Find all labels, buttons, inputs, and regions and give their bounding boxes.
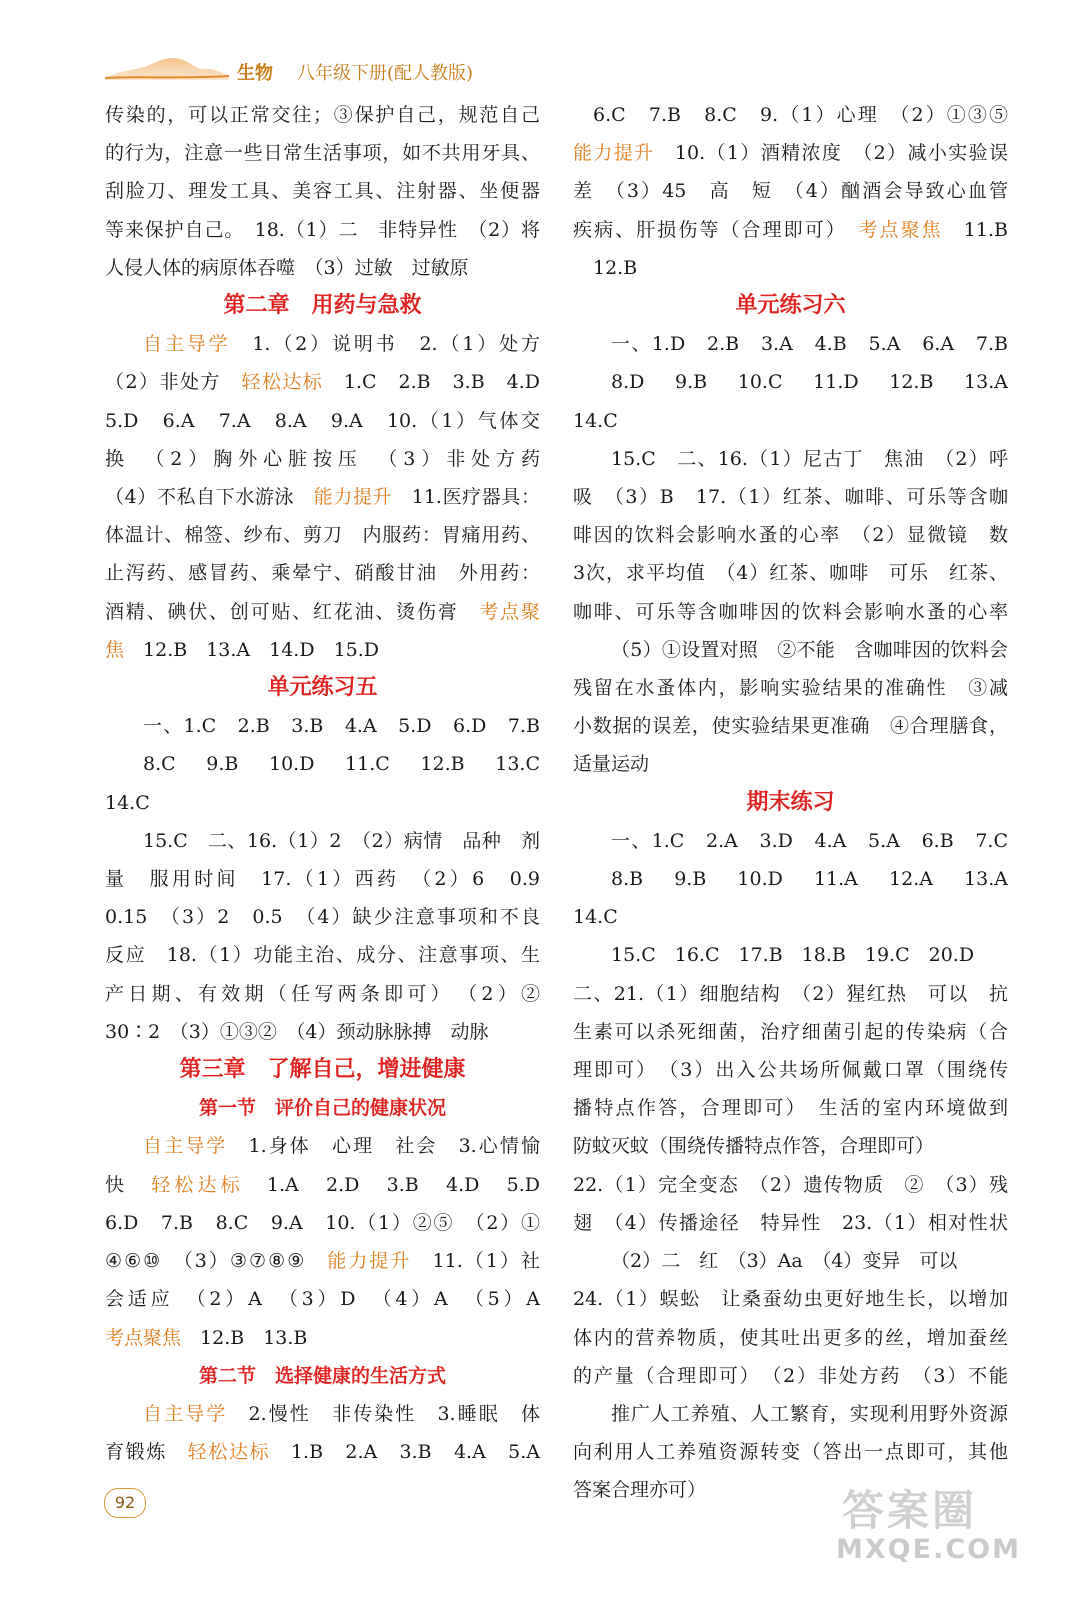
answer-text: 咖啡、可乐等含咖啡因的饮料会影响水蚤的心率	[573, 600, 1008, 623]
answer-line	[105, 1204, 540, 1242]
answer-line	[573, 1204, 1008, 1242]
answer-line	[105, 631, 540, 669]
answer-text: 1.C 2.B 3.B 4.D	[323, 371, 540, 394]
answer-text: 12.B 13.B	[181, 1326, 308, 1349]
answer-line	[105, 745, 560, 821]
answer-text: 疾病、肝损伤等（合理即可）	[573, 218, 859, 241]
section-tag: 轻松达标	[241, 371, 324, 394]
answer-line	[105, 325, 540, 363]
answer-text: 11.医疗器具：	[392, 486, 540, 509]
answer-text: 6.D 7.B 8.C 9.A 10.（1）②⑤ （2）①	[105, 1211, 540, 1234]
answer-line	[105, 440, 540, 478]
answer-line	[105, 707, 540, 745]
answer-text: 育锻炼	[105, 1441, 188, 1464]
answer-line	[105, 1166, 540, 1204]
answer-line	[105, 1395, 540, 1433]
answer-line	[105, 211, 540, 249]
section-tag: 能力提升	[573, 142, 655, 165]
answer-text: 15.C 二、16.（1）2 （2）病情 品种 剂	[143, 829, 540, 852]
section-heading: 第二节 选择健康的生活方式	[198, 1364, 446, 1387]
mountain-decoration-icon	[105, 52, 230, 88]
answer-text: 等来保护自己。 18.（1）二 非特异性 （2）将	[105, 218, 540, 241]
answer-text: 小数据的误差，使实验结果更准确 ④合理膳食，	[573, 715, 1008, 738]
answer-text: 0.15 （3）2 0.5 （4）缺少注意事项和不良	[105, 906, 540, 929]
answer-line	[573, 1089, 1008, 1127]
answer-text: 的产量（合理即可） （2）非处方药 （3）不能	[573, 1364, 1008, 1387]
answer-line	[105, 249, 540, 287]
answer-line	[105, 1319, 540, 1357]
answer-line	[573, 822, 1008, 860]
answer-line	[573, 1166, 1008, 1204]
section-tag: 自主导学	[143, 1402, 228, 1425]
answer-text: 快	[105, 1173, 152, 1196]
answer-line	[573, 172, 1008, 210]
answer-line	[573, 707, 1008, 745]
answer-line	[573, 1013, 1008, 1051]
answer-line	[105, 516, 540, 554]
answer-text: 换 （2）胸外心脏按压 （3）非处方药	[105, 447, 540, 470]
answer-line	[105, 96, 540, 134]
answer-text: 10.（1）酒精浓度 （2）减小实验误	[654, 142, 1008, 165]
answer-line	[105, 1127, 540, 1165]
answer-text: 12.B	[593, 256, 638, 279]
section-tag: 考点聚	[479, 600, 540, 623]
answer-text: 啡因的饮料会影响水蚤的心率 （2）显微镜 数	[573, 524, 1008, 547]
answer-line	[573, 975, 1008, 1013]
answer-line	[105, 402, 540, 440]
header-subject: 生物	[237, 63, 273, 84]
page-header	[105, 52, 525, 92]
section-tag: 轻松达标	[187, 1441, 271, 1464]
answer-line	[573, 1433, 1008, 1471]
answer-text: 人侵人体的病原体吞噬 （3）过敏 过敏原	[105, 256, 469, 279]
answer-text: 11.B	[942, 218, 1008, 241]
answer-text: 残留在水蚤体内，影响实验结果的准确性 ③减	[573, 677, 1008, 700]
answer-text: 24.（1）蜈蚣 让桑蚕幼虫更好地生长，以增加	[573, 1288, 1008, 1311]
answer-text: 会适应 （2）A （3）D （4）A （5）A	[105, 1288, 540, 1311]
answer-text: 22.（1）完全变态 （2）遗传物质 ② （3）残	[573, 1173, 1008, 1196]
answer-line	[105, 1280, 540, 1318]
answer-line	[105, 1242, 540, 1280]
answer-text: 一、1.C 2.A 3.D 4.A 5.A 6.B 7.C	[611, 829, 1008, 852]
answer-text: 适量运动	[573, 753, 650, 776]
answer-text: 量 服用时间 17.（1）西药 （2）6 0.9	[105, 868, 540, 891]
answer-line	[573, 669, 1008, 707]
answer-text: 反应 18.（1）功能主治、成分、注意事项、生	[105, 944, 540, 967]
answer-text: 生素可以杀死细菌，治疗细菌引起的传染病（合	[573, 1020, 1008, 1043]
answer-line	[573, 249, 1008, 287]
answer-line	[105, 593, 540, 631]
answer-line	[105, 134, 540, 172]
answer-text: 一、1.C 2.B 3.B 4.A 5.D 6.D 7.B	[143, 715, 540, 738]
answer-line	[573, 1242, 1008, 1280]
answer-line	[573, 1395, 1008, 1433]
answer-line	[573, 1319, 1008, 1357]
answer-line	[105, 554, 540, 592]
answer-text: 答案合理亦可）	[573, 1479, 707, 1502]
answer-line	[105, 936, 540, 974]
chapter-heading: 单元练习五	[267, 675, 378, 701]
answer-text: 差 （3）45 高 短 （4）酗酒会导致心血管	[573, 180, 1008, 203]
answer-line	[105, 898, 540, 936]
watermark-url: MXQE.COM	[836, 1534, 1021, 1565]
answer-line	[105, 478, 540, 516]
answer-line	[573, 554, 1008, 592]
answer-line	[573, 440, 1008, 478]
answer-line	[573, 363, 1028, 439]
answer-line	[573, 1051, 1008, 1089]
section-tag: 轻松达标	[151, 1173, 244, 1196]
answer-text: 2.慢性 非传染性 3.睡眠 体	[227, 1402, 540, 1425]
answer-line	[105, 822, 540, 860]
chapter-heading: 第三章 了解自己，增进健康	[179, 1057, 466, 1083]
answer-line	[573, 936, 1008, 974]
answer-line	[105, 363, 540, 401]
answer-line	[573, 478, 1008, 516]
answer-text: 产日期、有效期（任写两条即可） （2）②	[105, 982, 540, 1005]
answer-text: 12.B 13.A 14.D 15.D	[124, 638, 380, 661]
answer-text: 15.C 16.C 17.B 18.B 19.C 20.D	[611, 944, 975, 967]
answer-text: 吸 （3）B 17.（1）红茶、咖啡、可乐等含咖	[573, 486, 1008, 509]
answer-text: 8.D 9.B 10.C 11.D 12.B 13.A 14.C	[573, 371, 1028, 432]
answer-text: （2）非处方	[105, 371, 242, 394]
header-grade: 八年级下册(配人教版)	[297, 63, 474, 84]
answer-text: （5）①设置对照 ②不能 含咖啡因的饮料会	[611, 638, 1008, 661]
answer-text: ④⑥⑩ （3）③⑦⑧⑨	[105, 1250, 328, 1273]
answer-text: 8.B 9.B 10.D 11.A 12.A 13.A 14.C	[573, 868, 1028, 929]
answer-line	[573, 1127, 1008, 1165]
answer-line	[573, 593, 1008, 631]
answer-line	[573, 1280, 1008, 1318]
answer-text: 1.B 2.A 3.B 4.A 5.A	[270, 1441, 540, 1464]
answer-text: 播特点作答，合理即可） 生活的室内环境做到	[573, 1097, 1008, 1120]
watermark-logo: 答案圈	[842, 1486, 978, 1535]
answer-text: 翅 （4）传播途径 特异性 23.（1）相对性状	[573, 1211, 1008, 1234]
section-tag: 考点聚焦	[105, 1326, 182, 1349]
answer-text: 刮脸刀、理发工具、美容工具、注射器、坐便器	[105, 180, 540, 203]
right-column	[573, 96, 1028, 1510]
answer-text: 的行为，注意一些日常生活事项，如不共用牙具、	[105, 142, 540, 165]
answer-text: 理即可） （3）出入公共场所佩戴口罩（围绕传	[573, 1059, 1008, 1082]
answer-text: 15.C 二、16.（1）尼古丁 焦油 （2）呼	[611, 447, 1008, 470]
answer-line	[573, 211, 1008, 249]
section-tag: 能力提升	[313, 486, 393, 509]
answer-line	[105, 1013, 540, 1051]
answer-text: 体温计、棉签、纱布、剪刀 内服药：胃痛用药、	[105, 524, 540, 547]
section-heading: 第一节 评价自己的健康状况	[198, 1097, 446, 1120]
answer-text: 6.C 7.B 8.C 9.（1）心理 （2）①③⑤	[593, 104, 1008, 126]
chapter-heading: 期末练习	[746, 789, 835, 815]
answer-line	[105, 172, 540, 210]
answer-line	[573, 325, 1008, 363]
answer-text: 1.A 2.D 3.B 4.D 5.D	[243, 1173, 540, 1196]
answer-line	[573, 745, 1008, 783]
answer-text: 5.D 6.A 7.A 8.A 9.A 10.（1）气体交	[105, 409, 540, 432]
answer-text: 30∶2 （3）①③② （4）颈动脉脉搏 动脉	[105, 1020, 489, 1043]
answer-line	[573, 631, 1008, 669]
answer-text: 1.身体 心理 社会 3.心情愉	[227, 1135, 540, 1158]
page-number: 92	[104, 1488, 146, 1518]
section-tag: 能力提升	[327, 1250, 412, 1273]
section-tag: 自主导学	[143, 1135, 228, 1158]
answer-line	[105, 860, 540, 898]
answer-text: 酒精、碘伏、创可贴、红花油、烫伤膏	[105, 600, 480, 623]
chapter-heading: 第二章 用药与急救	[223, 293, 422, 319]
answer-line	[573, 516, 1008, 554]
answer-text: 止泻药、感冒药、乘晕宁、硝酸甘油 外用药：	[105, 562, 540, 585]
answer-text: 8.C 9.B 10.D 11.C 12.B 13.C 14.C	[105, 753, 560, 814]
answer-text: 推广人工养殖、人工繁育，实现利用野外资源	[611, 1402, 1008, 1425]
answer-text: 向利用人工养殖资源转变（答出一点即可，其他	[573, 1441, 1008, 1464]
answer-text: 传染的，可以正常交往；③保护自己，规范自己	[105, 104, 540, 126]
section-tag: 焦	[105, 638, 125, 661]
answer-text: 一、1.D 2.B 3.A 4.B 5.A 6.A 7.B	[611, 333, 1008, 356]
answer-line	[573, 1357, 1008, 1395]
answer-text: （2）二 红 （3）Aa （4）变异 可以	[611, 1250, 958, 1273]
answer-text: 防蚊灭蚊（围绕传播特点作答，合理即可）	[573, 1135, 935, 1158]
answer-line	[105, 1433, 540, 1471]
answer-line	[573, 96, 1008, 134]
answer-text: 11.（1）社	[411, 1250, 540, 1273]
answer-line	[105, 975, 540, 1013]
answer-text: 3次，求平均值 （4）红茶、咖啡 可乐 红茶、	[573, 562, 1008, 585]
section-tag: 自主导学	[143, 333, 231, 356]
watermark	[836, 1478, 1036, 1578]
answer-text: 1.（2）说明书 2.（1）处方	[230, 333, 540, 356]
left-column	[105, 96, 560, 1471]
answer-text: 体内的营养物质，使其吐出更多的丝，增加蚕丝	[573, 1326, 1008, 1349]
answer-text: 二、21.（1）细胞结构 （2）猩红热 可以 抗	[573, 982, 1008, 1005]
answer-text: （4）不私自下水游泳	[105, 486, 314, 509]
chapter-heading: 单元练习六	[735, 293, 846, 319]
section-tag: 考点聚焦	[858, 218, 943, 241]
answer-line	[573, 860, 1028, 936]
answer-line	[573, 134, 1008, 172]
